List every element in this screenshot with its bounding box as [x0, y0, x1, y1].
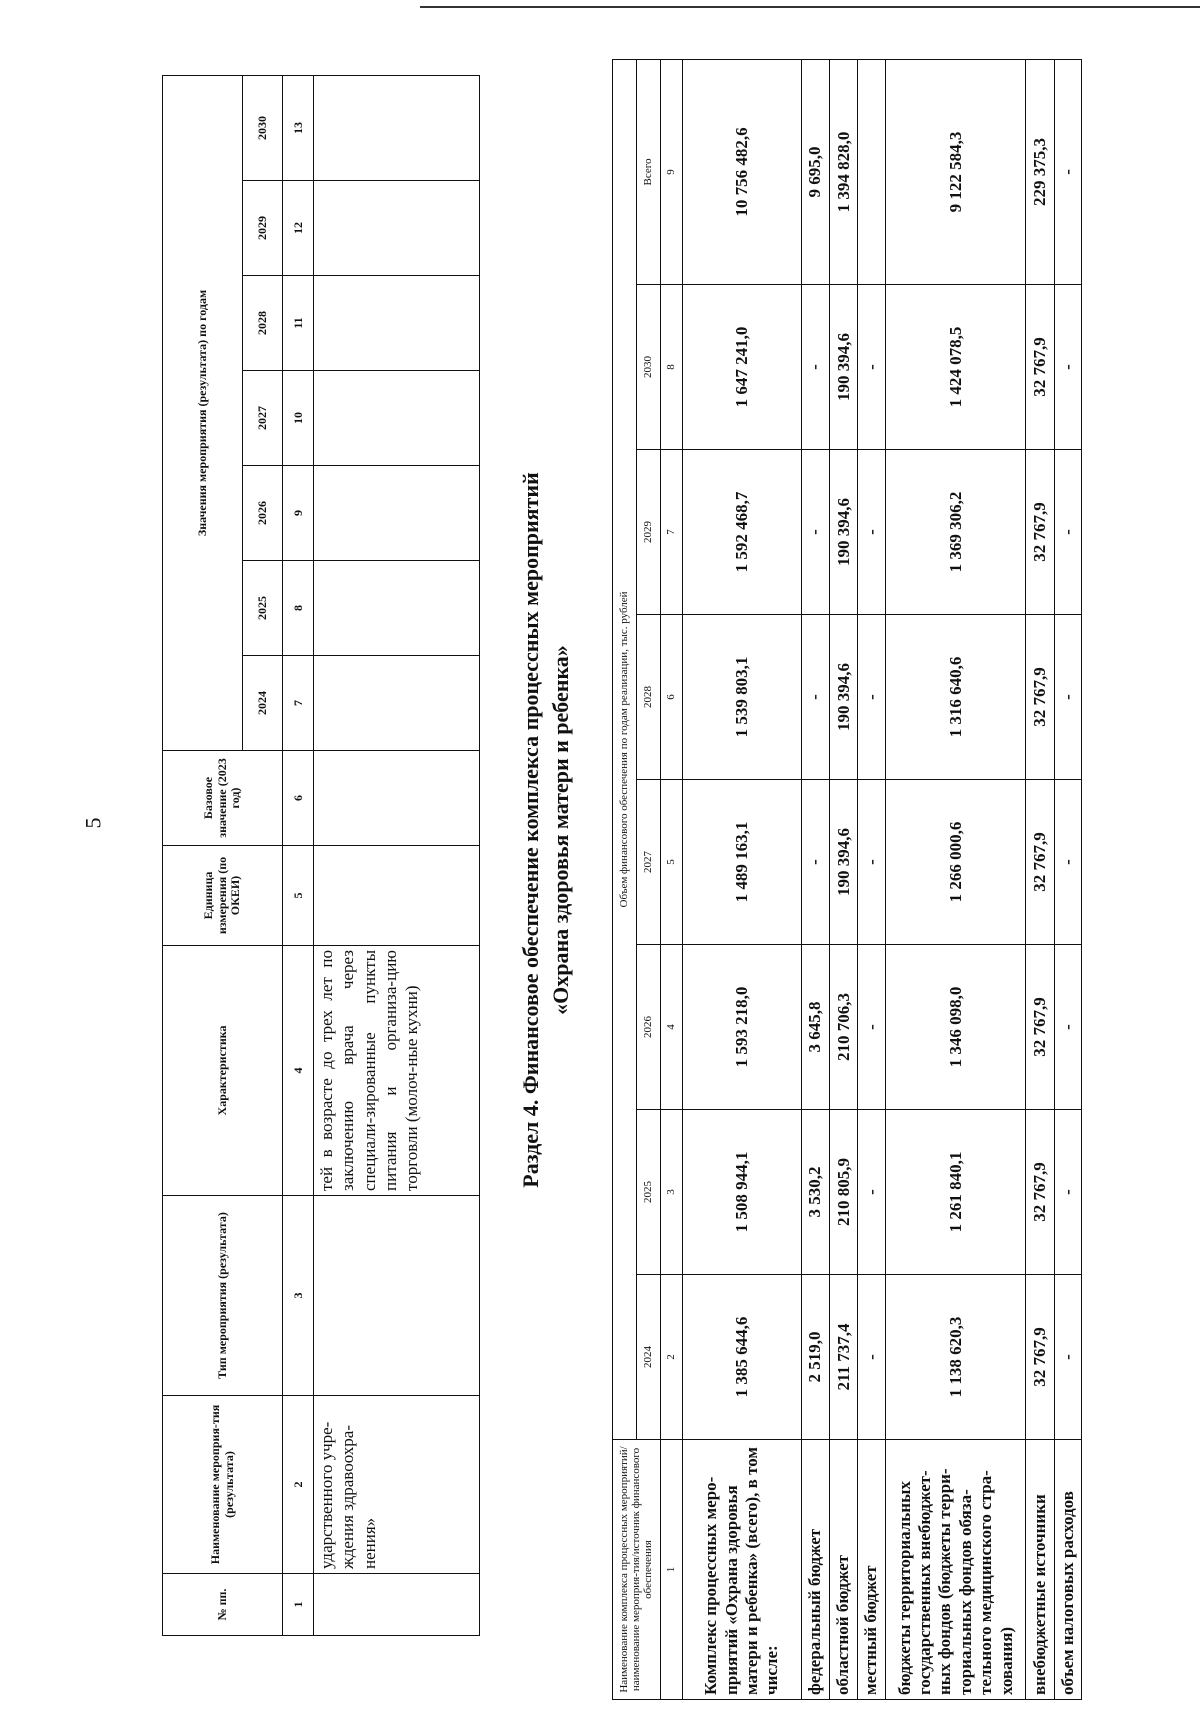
column-number-row — [283, 76, 314, 1636]
row-total: 229 375,3 — [1026, 59, 1054, 284]
header-year: 2024 — [243, 656, 283, 751]
table-row — [1054, 59, 1081, 1699]
table-row — [858, 59, 886, 1699]
col-number: 3 — [660, 1110, 683, 1275]
row-value: 3 645,8 — [801, 945, 829, 1110]
scan-top-border — [420, 6, 1200, 8]
row-value: 1 346 098,0 — [886, 945, 1026, 1110]
row-value: 32 767,9 — [1026, 780, 1054, 945]
col-number: 8 — [283, 561, 314, 656]
row-label: местный бюджет — [858, 1440, 886, 1700]
financing-table-rotated — [612, 60, 1082, 1700]
col-number: 9 — [660, 59, 683, 284]
col-number: 7 — [660, 450, 683, 615]
row-label: внебюджетные источники — [1026, 1440, 1054, 1700]
row-value: 190 394,6 — [829, 780, 857, 945]
header-year: 2027 — [636, 780, 660, 945]
col-number: 6 — [660, 615, 683, 780]
table-row — [683, 59, 802, 1699]
col-number: 9 — [283, 466, 314, 561]
row-value: - — [858, 615, 886, 780]
row-value: - — [801, 780, 829, 945]
header-num: № пп. — [163, 1574, 283, 1636]
col-number: 3 — [283, 1196, 314, 1396]
col-number: 4 — [283, 946, 314, 1196]
header-year: 2027 — [243, 371, 283, 466]
row-value: - — [858, 945, 886, 1110]
col-number: 2 — [283, 1396, 314, 1574]
row-value: 1 592 468,7 — [683, 450, 802, 615]
row-value: 190 394,6 — [829, 450, 857, 615]
row-value: - — [858, 1275, 886, 1440]
row-value: 3 530,2 — [801, 1110, 829, 1275]
row-value: - — [1054, 615, 1081, 780]
row-characteristic: тей в возрасте до трех лет по заключению врача через специали-зированные пункты питания и организа-цию торговли (молоч-ные кухни) — [314, 946, 480, 1196]
table-row — [314, 76, 480, 1636]
table-row — [1026, 59, 1054, 1699]
col-number: 8 — [660, 285, 683, 450]
row-cell — [314, 656, 480, 751]
row-value: 1 138 620,3 — [886, 1275, 1026, 1440]
row-cell — [314, 466, 480, 561]
row-value: 32 767,9 — [1026, 285, 1054, 450]
header-year: 2025 — [636, 1110, 660, 1275]
header-year: 2026 — [243, 466, 283, 561]
row-total: 9 695,0 — [801, 59, 829, 284]
row-total: 9 122 584,3 — [886, 59, 1026, 284]
header-year: 2028 — [243, 276, 283, 371]
col-number: 1 — [660, 1440, 683, 1700]
row-value: 32 767,9 — [1026, 450, 1054, 615]
row-type — [314, 1196, 480, 1396]
row-value: 190 394,6 — [829, 285, 857, 450]
row-value: - — [1054, 450, 1081, 615]
row-value: 1 508 944,1 — [683, 1110, 802, 1275]
row-value: 211 737,4 — [829, 1275, 857, 1440]
row-value: 2 519,0 — [801, 1275, 829, 1440]
row-value: 210 706,3 — [829, 945, 857, 1110]
row-cell — [314, 276, 480, 371]
row-total: 10 756 482,6 — [683, 59, 802, 284]
table-row — [829, 59, 857, 1699]
header-year: 2028 — [636, 615, 660, 780]
row-cell — [314, 371, 480, 466]
col-number: 6 — [283, 751, 314, 846]
financing-table — [612, 59, 1082, 1700]
col-number: 2 — [660, 1275, 683, 1440]
col-number: 4 — [660, 945, 683, 1110]
table-row — [801, 59, 829, 1699]
row-value: - — [801, 285, 829, 450]
indicators-table-rotated — [162, 76, 480, 1636]
header-type: Тип мероприятия (результата) — [163, 1196, 283, 1396]
col-number: 13 — [283, 76, 314, 181]
row-value: 1 369 306,2 — [886, 450, 1026, 615]
row-cell — [314, 76, 480, 181]
col-number: 7 — [283, 656, 314, 751]
row-value: 1 593 218,0 — [683, 945, 802, 1110]
column-number-row — [660, 59, 683, 1699]
header-year: 2026 — [636, 945, 660, 1110]
row-total — [858, 59, 886, 284]
row-value: - — [1054, 945, 1081, 1110]
row-value: - — [858, 450, 886, 615]
header-year: 2030 — [243, 76, 283, 181]
row-total: 1 394 828,0 — [829, 59, 857, 284]
row-value: 1 539 803,1 — [683, 615, 802, 780]
row-value: - — [858, 780, 886, 945]
col-number: 10 — [283, 371, 314, 466]
row-cell — [314, 751, 480, 846]
section-title — [516, 390, 575, 1270]
col-number: 1 — [283, 1574, 314, 1636]
row-value: - — [1054, 285, 1081, 450]
col-number: 5 — [660, 780, 683, 945]
row-value: 1 385 644,6 — [683, 1275, 802, 1440]
row-value: - — [1054, 1275, 1081, 1440]
row-label: областной бюджет — [829, 1440, 857, 1700]
header-name: Наименование мероприя-тия (результата) — [163, 1396, 283, 1574]
header-year: 2024 — [636, 1275, 660, 1440]
row-value: - — [1054, 780, 1081, 945]
row-name: ударственного учре-ждения здравоохра-нения» — [314, 1396, 480, 1574]
section-title-line2: «Охрана здоровья матери и ребенка» — [547, 645, 573, 1015]
row-num — [314, 1574, 480, 1636]
row-value: 32 767,9 — [1026, 615, 1054, 780]
row-value: 190 394,6 — [829, 615, 857, 780]
header-year: 2029 — [243, 181, 283, 276]
row-label: объем налоговых расходов — [1054, 1440, 1081, 1700]
row-value: - — [801, 450, 829, 615]
header-year: 2025 — [243, 561, 283, 656]
row-value: 1 316 640,6 — [886, 615, 1026, 780]
row-value: - — [1054, 1110, 1081, 1275]
col-number: 12 — [283, 181, 314, 276]
row-value: - — [858, 1110, 886, 1275]
row-value: 32 767,9 — [1026, 945, 1054, 1110]
row-value: 1 424 078,5 — [886, 285, 1026, 450]
row-value: 1 489 163,1 — [683, 780, 802, 945]
row-value: 210 805,9 — [829, 1110, 857, 1275]
col-number: 5 — [283, 846, 314, 946]
indicators-table — [162, 75, 480, 1636]
row-value: 1 266 000,6 — [886, 780, 1026, 945]
table-row — [886, 59, 1026, 1699]
row-cell — [314, 846, 480, 946]
header-base-value: Базовое значение (2023 год) — [163, 751, 283, 846]
row-value: 32 767,9 — [1026, 1110, 1054, 1275]
row-total: - — [1054, 59, 1081, 284]
header-year: 2029 — [636, 450, 660, 615]
row-label: Комплекс процессных меро-приятий «Охрана здоровья матери и ребенка» (всего), в том числе: — [683, 1440, 802, 1700]
row-cell — [314, 561, 480, 656]
col-number: 11 — [283, 276, 314, 371]
header-unit: Единица измерения (по ОКЕИ) — [163, 846, 283, 946]
row-value: 1 647 241,0 — [683, 285, 802, 450]
header-total: Всего — [636, 59, 660, 284]
row-label: федеральный бюджет — [801, 1440, 829, 1700]
header-values-by-year: Значения мероприятия (результата) по годам — [163, 76, 243, 751]
header-financing-volume: Объем финансового обеспечения по годам реализации, тыс. рублей — [613, 59, 637, 1439]
row-cell — [314, 181, 480, 276]
row-value: 32 767,9 — [1026, 1275, 1054, 1440]
row-label: бюджеты территориальных государственных внебюджет-ных фондов (бюджеты терри-ториальных фондов обяза-тельного медицинского стра-хования) — [886, 1440, 1026, 1700]
header-characteristic: Характеристика — [163, 946, 283, 1196]
header-source-name: Наименование комплекса процессных мероприятий/наименование мероприя-тия/источник финансового обеспечения — [613, 1440, 661, 1700]
row-value: 1 261 840,1 — [886, 1110, 1026, 1275]
section-title-line1: Раздел 4. Финансовое обеспечение комплекса процессных мероприятий — [518, 472, 543, 1188]
row-value: - — [801, 615, 829, 780]
page-number: 5 — [80, 817, 106, 829]
header-year: 2030 — [636, 285, 660, 450]
row-value: - — [858, 285, 886, 450]
